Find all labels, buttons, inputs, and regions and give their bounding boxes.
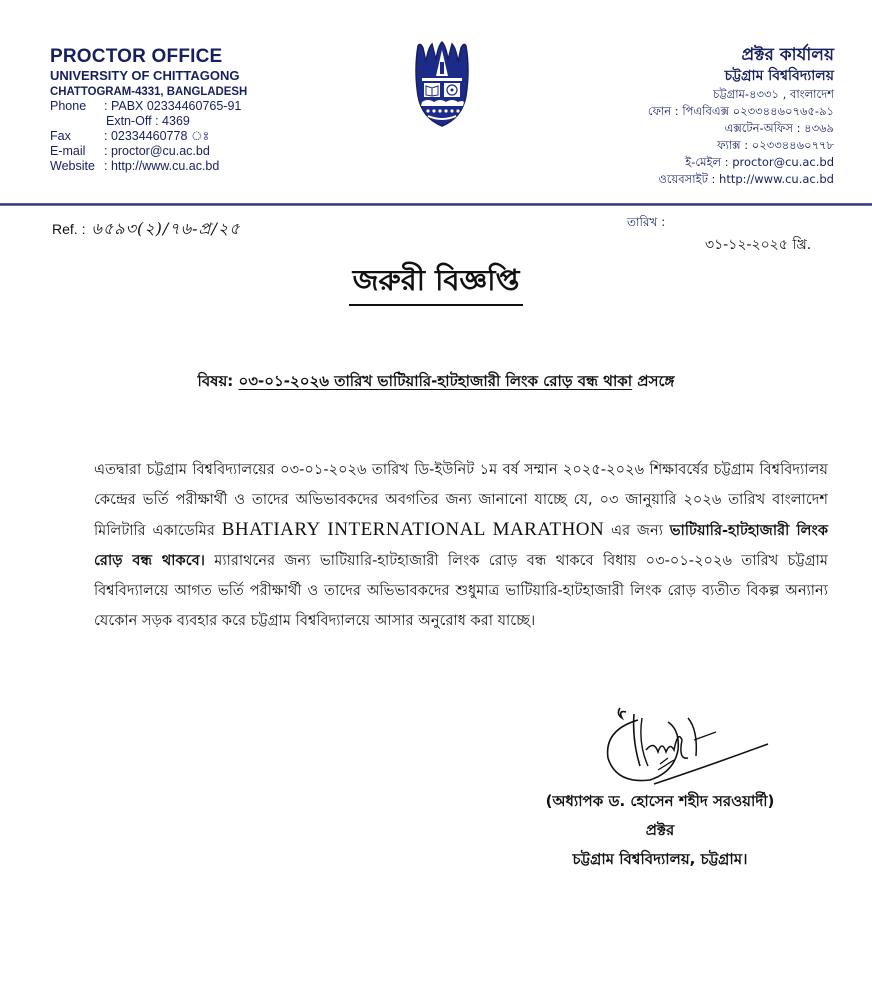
phone-bn: ফোন : পিএবিএক্স ০২৩৩৪৪৬০৭৬৫-৯১ xyxy=(647,104,834,118)
body-part-3: ম্যারাথনের জন্য ভাটিয়ারি-হাটহাজারী লিংক রোড় বন্ধ থাকবে বিধায় ০৩-০১-২০২৬ তারিখ চট্টগ্রাম বিশ্ববিদ্যালয়ে আগত ভর্তি পরীক্ষার্থী ও তাদের অভিভাবকদের শুধুমাত্র ভাটিয়ারি-হাটহাজারী লিংক রোড় ব্যতীত বিকল্প অন্যান্য যেকোন সড়ক ব্যবহার করে চট্টগ্রাম বিশ্ববিদ্যালয়ে আসার অনুরোধ করা যাচ্ছে। xyxy=(94,552,829,629)
letterhead-divider xyxy=(0,203,872,206)
address-en: CHATTOGRAM-4331, BANGLADESH xyxy=(50,84,248,98)
signatory-institution: চট্টগ্রাম বিশ্ববিদ্যালয়, চট্টগ্রাম। xyxy=(572,850,748,868)
body-part-2: এর জন্য xyxy=(611,522,663,539)
university-seal-icon xyxy=(414,40,470,128)
handwritten-signature xyxy=(598,700,773,790)
phone-label: Phone xyxy=(50,99,87,113)
university-name-en: UNIVERSITY OF CHITTAGONG xyxy=(50,68,240,83)
signatory-block xyxy=(490,786,830,874)
website-label: Website xyxy=(50,159,95,173)
email-value: : proctor@cu.ac.bd xyxy=(104,144,210,158)
website-bn: ওয়েবসাইট : http://www.cu.ac.bd xyxy=(658,172,834,186)
address-bn: চট্টগ্রাম-৪৩৩১ , বাংলাদেশ xyxy=(713,87,834,101)
office-name-bn: প্রক্টর কার্যালয় xyxy=(741,45,834,65)
signatory-name: (অধ্যাপক ড. হোসেন শহীদ সরওয়ার্দী) xyxy=(545,792,775,810)
extension-bn: এক্সটেন-অফিস : ৪৩৬৯ xyxy=(724,121,834,135)
website-value: : http://www.cu.ac.bd xyxy=(104,159,220,173)
website-line-en xyxy=(50,159,350,174)
reference-number: ৬৫৯৩(২)/৭৬-প্র/২৫ xyxy=(91,219,241,238)
fax-line-en xyxy=(50,129,350,144)
phone-line-en xyxy=(50,99,350,114)
body-event-name: BHATIARY INTERNATIONAL MARATHON xyxy=(221,519,605,540)
date-value: ৩১-১২-২০২৫ খ্রি. xyxy=(705,237,812,253)
phone-value: : PABX 02334460765-91 xyxy=(104,99,242,113)
date-label: তারিখ : xyxy=(627,215,666,229)
fax-label: Fax xyxy=(50,129,71,143)
email-line-en xyxy=(50,144,350,159)
subject-text: ০৩-০১-২০২৬ তারিখ ভাটিয়ারি-হাটহাজারী লিংক রোড় বন্ধ থাকা xyxy=(238,372,633,390)
notice-title-wrapper xyxy=(0,260,872,306)
office-name-en: PROCTOR OFFICE xyxy=(50,46,223,67)
letterhead-bangla xyxy=(534,44,834,188)
reference-line xyxy=(52,216,241,243)
fax-bn: ফ্যাক্স : ০২৩৩৪৪৬০৭৭৮ xyxy=(717,138,834,152)
subject-tail: প্রসঙ্গে xyxy=(637,372,675,390)
email-bn: ই-মেইল : proctor@cu.ac.bd xyxy=(685,155,834,169)
notice-subject xyxy=(0,370,872,395)
university-name-bn: চট্টগ্রাম বিশ্ববিদ্যালয় xyxy=(724,68,834,84)
subject-label: বিষয়: xyxy=(197,372,234,390)
body-part-1: এতদ্বারা চট্টগ্রাম বিশ্ববিদ্যালয়ের ০৩-০১-২০২৬ তারিখ ডি-ইউনিট ১ম বর্ষ সম্মান ২০২৫-২০২৬ শিক্ষাবর্ষের চট্টগ্রাম বিশ্ববিদ্যালয় কেন্দ্রের ভর্তি পরীক্ষার্থী ও তাদের অভিভাবকদের অবগতির জন্য জানানো যাচ্ছে যে, ০৩ জানুয়ারি ২০২৬ তারিখ বাংলাদেশ মিলিটারি একাডেমির xyxy=(94,461,828,539)
signatory-designation: প্রক্টর xyxy=(645,821,675,839)
extension-en: Extn-Off : 4369 xyxy=(106,114,190,128)
body-bold-statement: ভাটিয়ারি-হাটহাজারী লিংক রোড় বন্ধ থাকবে। xyxy=(94,522,829,569)
notice-title: জরুরী বিজ্ঞপ্তি xyxy=(349,260,524,306)
fax-value: : 02334460778 ঃ xyxy=(104,129,210,143)
reference-label: Ref. : xyxy=(52,221,86,237)
letterhead-english xyxy=(50,46,350,174)
email-label: E-mail xyxy=(50,144,86,158)
notice-body xyxy=(94,455,828,636)
